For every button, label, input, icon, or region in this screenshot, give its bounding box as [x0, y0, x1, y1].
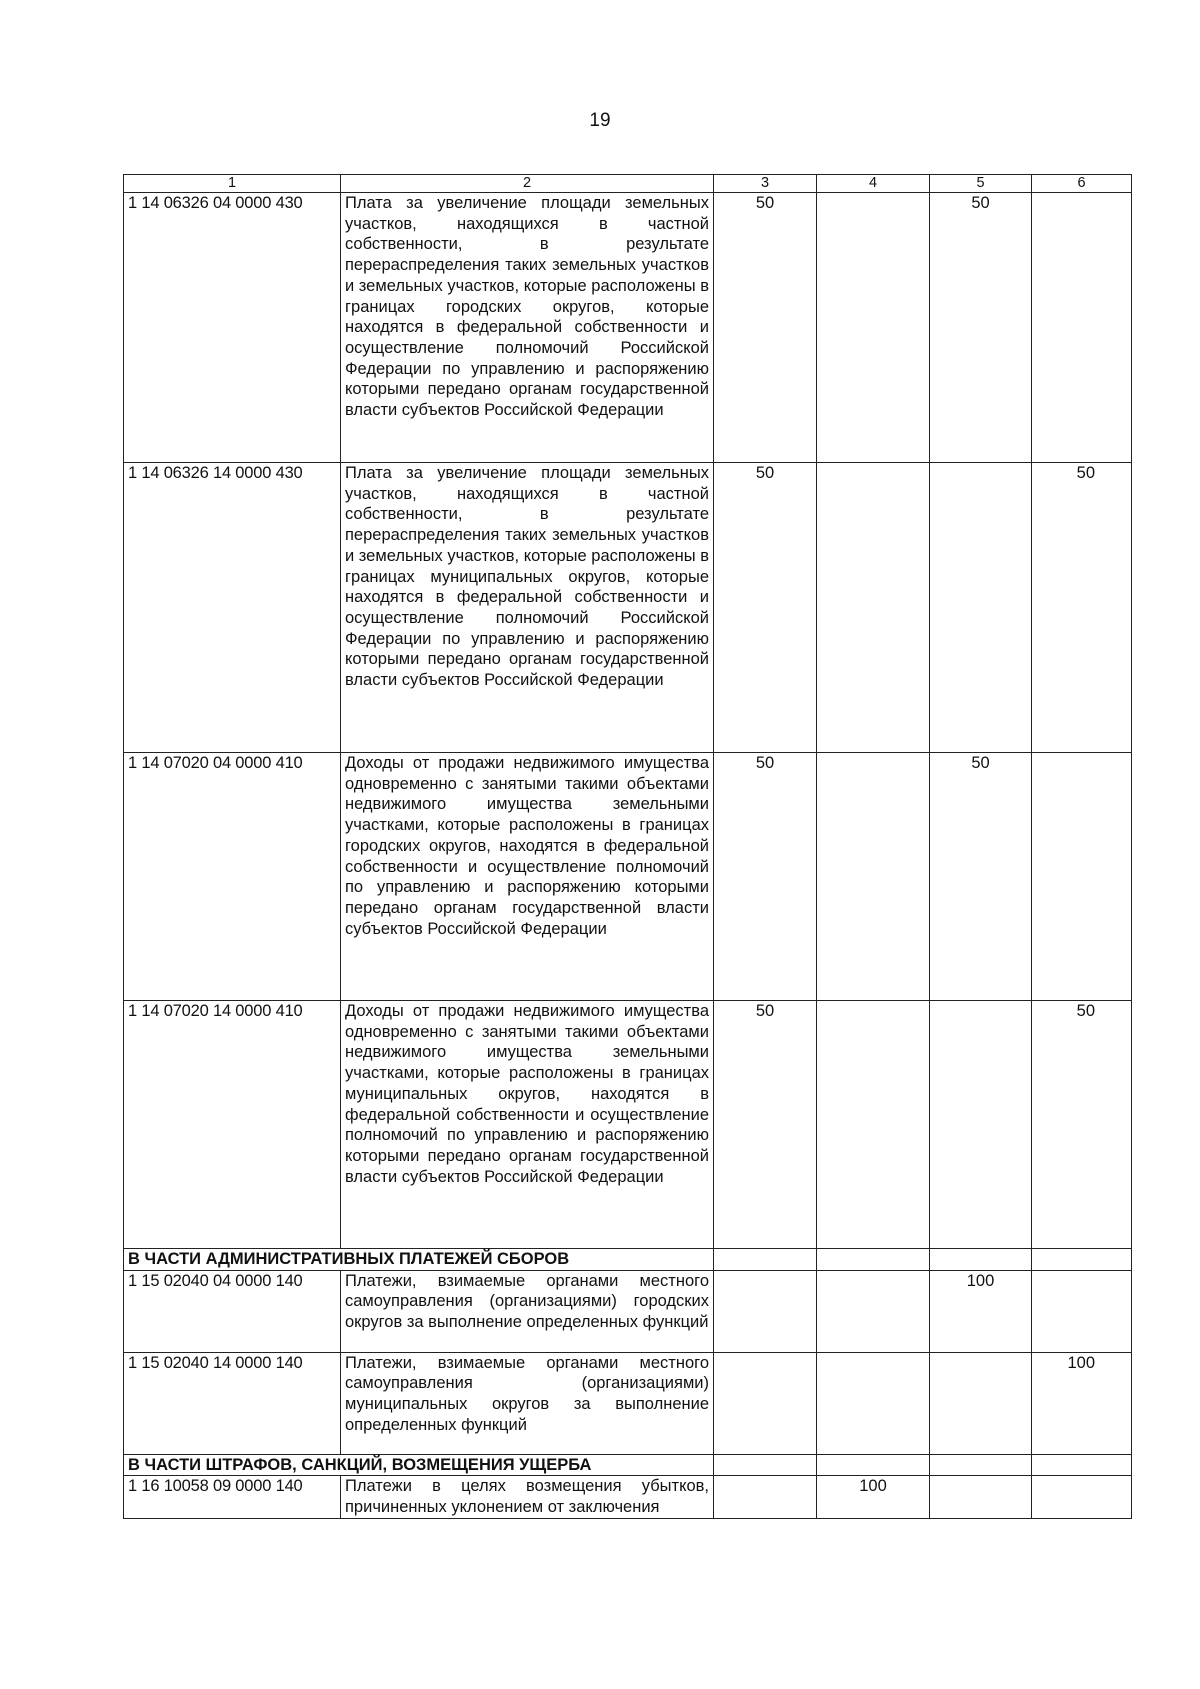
- column-header-3: 3: [714, 175, 817, 193]
- share-col-3: [714, 1352, 817, 1454]
- table-row: [124, 1270, 1132, 1352]
- share-col-4: [817, 753, 930, 1001]
- section-header-row: [124, 1249, 1132, 1271]
- budget-code: 1 14 06326 14 0000 430: [124, 463, 341, 753]
- budget-code: 1 15 02040 04 0000 140: [124, 1270, 341, 1352]
- share-col-6: [1032, 1270, 1132, 1352]
- share-col-6: 50: [1032, 1001, 1132, 1249]
- share-col-4: [817, 463, 930, 753]
- table-row: [124, 1352, 1132, 1454]
- table-row: [124, 463, 1132, 753]
- table-row: [124, 753, 1132, 1001]
- share-col-4: [817, 1270, 930, 1352]
- share-col-4: [817, 1001, 930, 1249]
- budget-code: 1 14 06326 04 0000 430: [124, 193, 341, 463]
- budget-code: 1 15 02040 14 0000 140: [124, 1352, 341, 1454]
- table-row: [124, 1476, 1132, 1518]
- revenue-distribution-table: [123, 174, 1132, 1519]
- budget-code: 1 14 07020 14 0000 410: [124, 1001, 341, 1249]
- share-col-3: [714, 1476, 817, 1518]
- share-col-6: [1032, 753, 1132, 1001]
- share-col-6: 100: [1032, 1352, 1132, 1454]
- share-col-6: 50: [1032, 463, 1132, 753]
- income-description: Плата за увеличение площади земельных участков, находящихся в частной собственности, в результате перераспределения таких земельных участков и земельных участков, которые расположены в границах муниципальных округов, которые находятся в федеральной собственности и осуществление полномочий Российской Федерации по управлению и распоряжению которыми передано органам государственной власти субъектов Российской Федерации: [341, 463, 714, 753]
- share-col-5: [930, 463, 1032, 753]
- budget-code: 1 14 07020 04 0000 410: [124, 753, 341, 1001]
- share-col-5: [930, 1001, 1032, 1249]
- income-description: Платежи, взимаемые органами местного самоуправления (организациями) городских округов за выполнение определенных функций: [341, 1270, 714, 1352]
- share-col-3: 50: [714, 463, 817, 753]
- empty-cell: [1032, 1454, 1132, 1476]
- share-col-5: 100: [930, 1270, 1032, 1352]
- income-description: Доходы от продажи недвижимого имущества одновременно с занятыми такими объектами недвижимого имущества земельными участками, которые расположены в границах городских округов, находятся в федеральной собственности и осуществление полномочий по управлению и распоряжению которыми передано органам государственной власти субъектов Российской Федерации: [341, 753, 714, 1001]
- empty-cell: [817, 1454, 930, 1476]
- income-description: Плата за увеличение площади земельных участков, находящихся в частной собственности, в результате перераспределения таких земельных участков и земельных участков, которые расположены в границах городских округов, которые находятся в федеральной собственности и осуществление полномочий Российской Федерации по управлению и распоряжению которыми передано органам государственной власти субъектов Российской Федерации: [341, 193, 714, 463]
- share-col-5: [930, 1352, 1032, 1454]
- empty-cell: [930, 1454, 1032, 1476]
- income-description: Платежи, взимаемые органами местного самоуправления (организациями) муниципальных округов за выполнение определенных функций: [341, 1352, 714, 1454]
- column-header-5: 5: [930, 175, 1032, 193]
- column-header-4: 4: [817, 175, 930, 193]
- table-row: [124, 193, 1132, 463]
- share-col-4: [817, 1352, 930, 1454]
- income-description: Доходы от продажи недвижимого имущества одновременно с занятыми такими объектами недвижимого имущества земельными участками, которые расположены в границах муниципальных округов, находятся в федеральной собственности и осуществление полномочий по управлению и распоряжению которыми передано органам государственной власти субъектов Российской Федерации: [341, 1001, 714, 1249]
- share-col-4: 100: [817, 1476, 930, 1518]
- table-row: [124, 1001, 1132, 1249]
- empty-cell: [1032, 1249, 1132, 1271]
- share-col-6: [1032, 193, 1132, 463]
- share-col-6: [1032, 1476, 1132, 1518]
- empty-cell: [714, 1454, 817, 1476]
- section-header-row: [124, 1454, 1132, 1476]
- share-col-3: [714, 1270, 817, 1352]
- share-col-4: [817, 193, 930, 463]
- section-title-admin: В ЧАСТИ АДМИНИСТРАТИВНЫХ ПЛАТЕЖЕЙ СБОРОВ: [124, 1249, 714, 1271]
- section-title-fines: В ЧАСТИ ШТРАФОВ, САНКЦИЙ, ВОЗМЕЩЕНИЯ УЩЕРБА: [124, 1454, 714, 1476]
- share-col-5: 50: [930, 753, 1032, 1001]
- column-number-row: [124, 175, 1132, 193]
- share-col-3: 50: [714, 1001, 817, 1249]
- empty-cell: [817, 1249, 930, 1271]
- empty-cell: [714, 1249, 817, 1271]
- empty-cell: [930, 1249, 1032, 1271]
- income-description: Платежи в целях возмещения убытков, причиненных уклонением от заключения: [341, 1476, 714, 1518]
- column-header-1: 1: [124, 175, 341, 193]
- share-col-5: [930, 1476, 1032, 1518]
- column-header-6: 6: [1032, 175, 1132, 193]
- share-col-5: 50: [930, 193, 1032, 463]
- share-col-3: 50: [714, 193, 817, 463]
- page-number: 19: [589, 110, 611, 131]
- budget-code: 1 16 10058 09 0000 140: [124, 1476, 341, 1518]
- column-header-2: 2: [341, 175, 714, 193]
- share-col-3: 50: [714, 753, 817, 1001]
